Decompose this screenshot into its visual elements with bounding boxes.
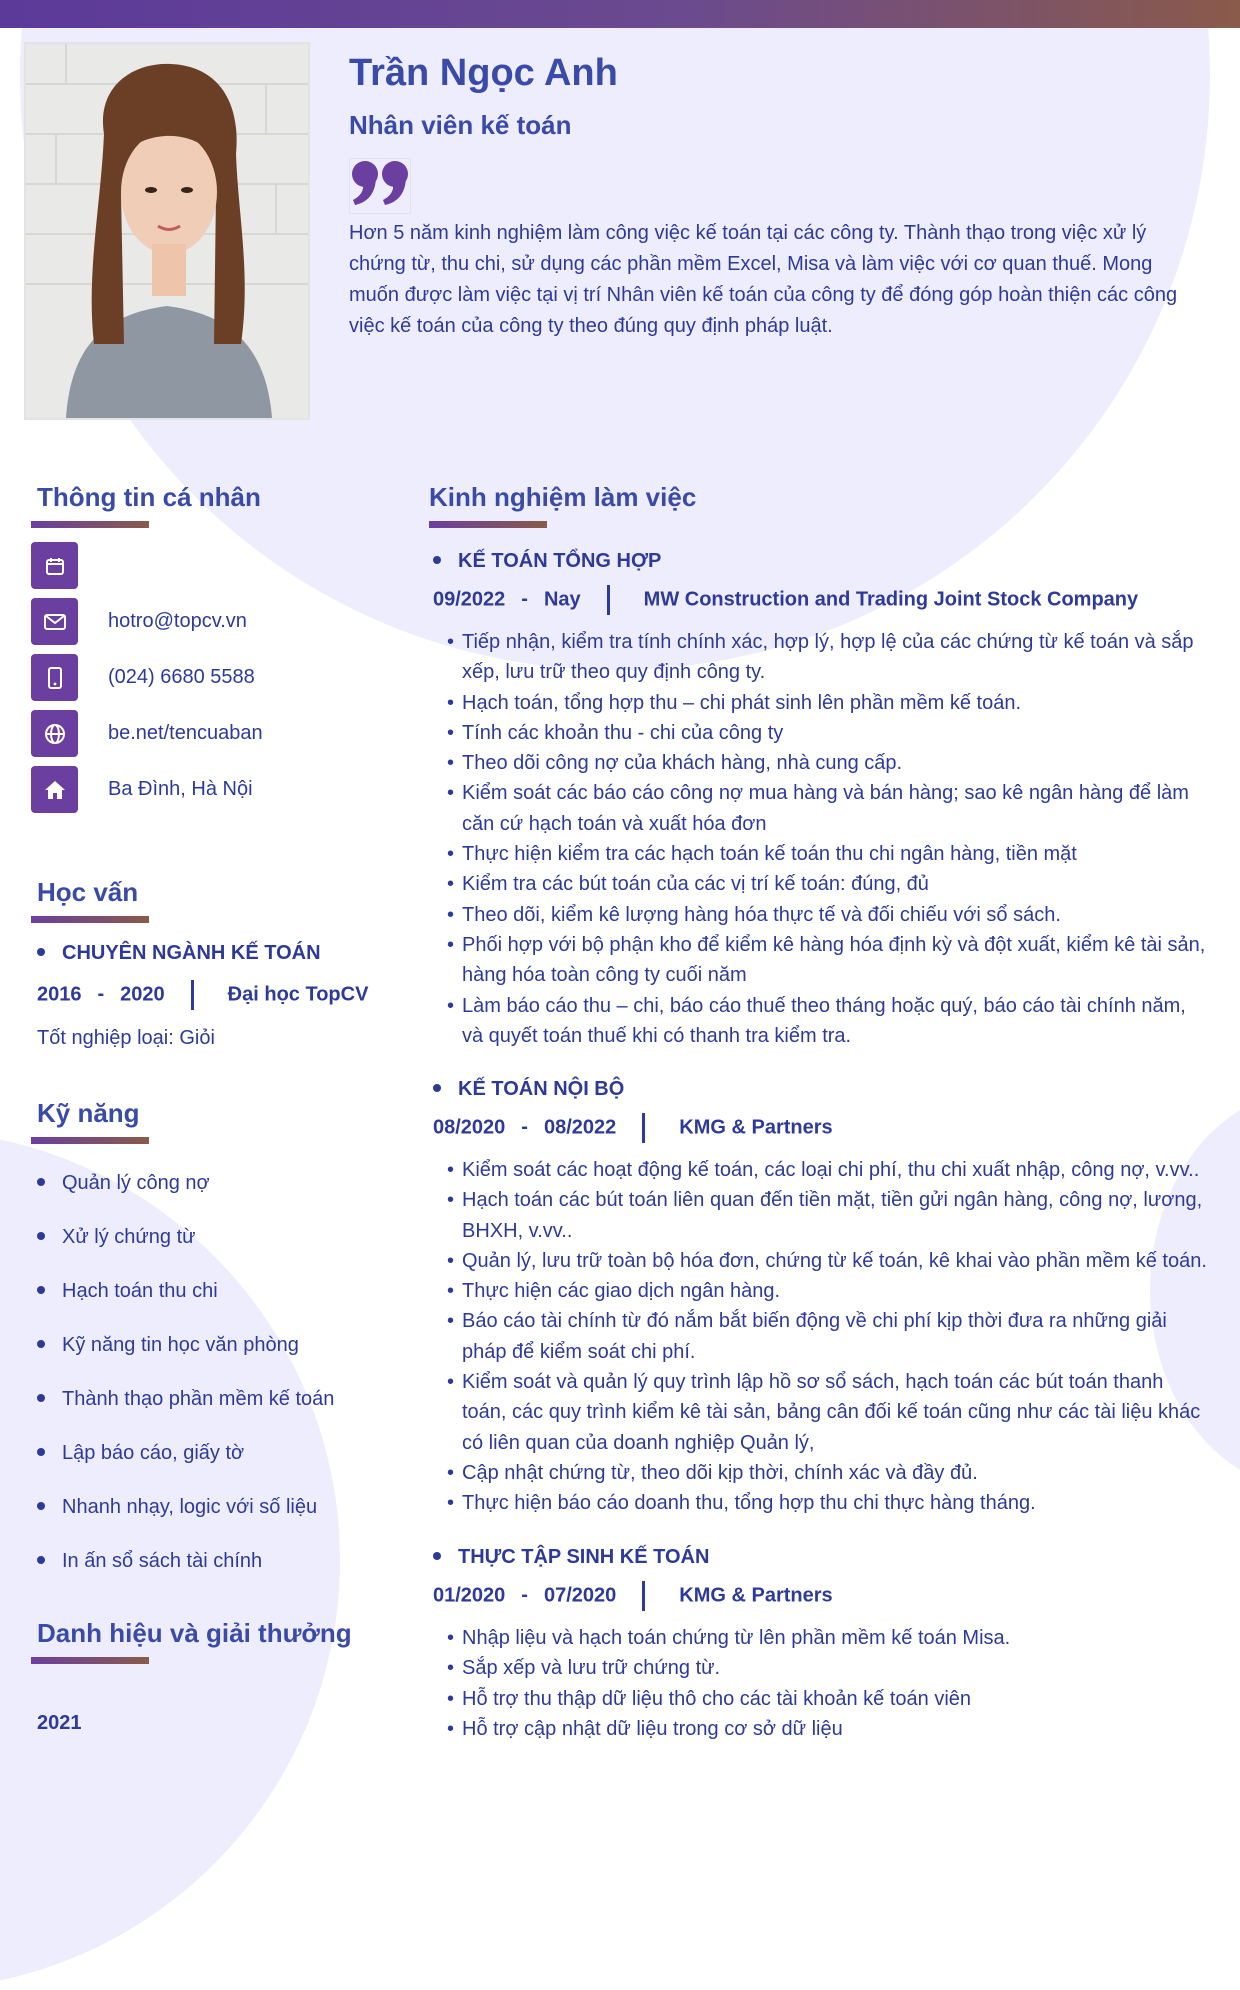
bullet-dot [37,1394,45,1402]
skill-item [37,1496,317,1519]
job-task: • Kiểm soát và quản lý quy trình lập hồ sơ sổ sách, hạch toán các bút toán thanh toán, các quy trình kiểm kê tài sản, bảng cân đối kế toán cũng như các tài liệu khác có liên quan của doanh nghiệp Quản lý, [447,1367,1207,1458]
job-start: 09/2022 [433,588,506,611]
job-task: • Kiểm soát các báo cáo công nợ mua hàng và bán hàng; sao kê ngân hàng để làm căn cứ hạch toán và xuất hóa đơn [447,778,1207,839]
skill-item [37,1442,244,1465]
job-dash: - [521,1116,528,1139]
job-task-list [447,1623,1207,1744]
quote-icon [349,158,411,214]
skill-text: Nhanh nhạy, logic với số liệu [62,1496,318,1518]
job-meta [433,585,1138,615]
experience-underline [429,521,547,528]
job-divider [607,585,610,615]
experience-heading: Kinh nghiệm làm việc [429,482,697,512]
education-underline [31,916,149,923]
job-task: • Nhập liệu và hạch toán chứng từ lên phần mềm kế toán Misa. [447,1623,1207,1653]
job-title-text: KẾ TOÁN TỔNG HỢP [458,550,662,572]
personal-info-heading: Thông tin cá nhân [37,482,261,512]
job-task-list [447,1155,1207,1519]
job-task: • Hạch toán, tổng hợp thu – chi phát sinh lên phần mềm kế toán. [447,688,1207,718]
skill-item [37,1226,196,1249]
job-title [433,550,661,573]
job-task: • Thực hiện báo cáo doanh thu, tổng hợp thu chi thực hàng tháng. [447,1488,1207,1518]
skills-heading: Kỹ năng [37,1098,140,1128]
bullet-dot [37,1178,45,1186]
profile-photo [24,42,310,420]
job-task: • Hỗ trợ cập nhật dữ liệu trong cơ sở dữ liệu [447,1714,1207,1744]
job-task: • Thực hiện các giao dịch ngân hàng. [447,1276,1207,1306]
awards-underline [31,1657,149,1664]
contact-email[interactable] [31,598,371,646]
awards-heading: Danh hiệu và giải thưởng [37,1618,352,1648]
job-task: • Theo dõi, kiểm kê lượng hàng hóa thực tế và đối chiếu với sổ sách. [447,900,1207,930]
education-start: 2016 [37,983,82,1006]
contact-address [31,766,371,814]
top-accent-bar [0,0,1240,28]
bullet-dot [433,556,441,564]
globe-icon [31,710,78,757]
job-title [433,1078,624,1101]
education-heading: Học vấn [37,877,139,907]
bullet-dot [37,1340,45,1348]
education-major [37,942,321,965]
education-end: 2020 [120,983,165,1006]
job-task: • Làm báo cáo thu – chi, báo cáo thuế theo tháng hoặc quý, báo cáo tài chính năm, và quyết toán thuế khi có thanh tra kiểm tra. [447,991,1207,1052]
job-task: • Báo cáo tài chính từ đó nắm bắt biến động về chi phí kịp thời đưa ra những giải pháp để kiểm soát chi phí. [447,1306,1207,1367]
skill-text: Quản lý công nợ [62,1172,210,1194]
job-task: • Thực hiện kiểm tra các hạch toán kế toán thu chi ngân hàng, tiền mặt [447,839,1207,869]
bullet-dot [37,1448,45,1456]
contact-website-text[interactable]: be.net/tencuaban [108,722,263,744]
education-dates [37,980,368,1010]
skill-text: Hạch toán thu chi [62,1280,218,1302]
education-divider [191,980,194,1010]
bullet-dot [37,948,45,956]
mail-icon [31,598,78,645]
contact-phone[interactable] [31,654,371,702]
job-title-text: KẾ TOÁN NỘI BỘ [458,1078,625,1100]
bullet-dot [37,1502,45,1510]
skill-item [37,1550,262,1573]
job-task: • Theo dõi công nợ của khách hàng, nhà cung cấp. [447,748,1207,778]
job-task: • Tính các khoản thu - chi của công ty [447,718,1207,748]
job-dash: - [521,1584,528,1607]
skill-text: Xử lý chứng từ [62,1226,196,1248]
skill-text: In ấn sổ sách tài chính [62,1550,263,1572]
education-grade: Tốt nghiệp loại: Giỏi [37,1027,215,1049]
job-start: 01/2020 [433,1584,506,1607]
job-task: • Hỗ trợ thu thập dữ liệu thô cho các tài khoản kế toán viên [447,1684,1207,1714]
job-title [433,1546,709,1569]
job-task: • Kiểm soát các hoạt động kế toán, các loại chi phí, thu chi xuất nhập, công nợ, v.vv.. [447,1155,1207,1185]
job-task: • Kiểm tra các bút toán của các vị trí kế toán: đúng, đủ [447,869,1207,899]
skills-underline [31,1137,149,1144]
summary-text: Hơn 5 năm kinh nghiệm làm công việc kế toán tại các công ty. Thành thạo trong việc xử lý chứng từ, thu chi, sử dụng các phần mềm Excel, Misa và làm việc với cơ quan thuế. Mong muốn được làm việc tại vị trí Nhân viên kế toán của công ty để đóng góp hoàn thiện các công việc kế toán của công ty theo đúng quy định pháp luật. [349,222,1178,337]
contact-address-text: Ba Đình, Hà Nội [108,778,253,800]
contact-phone-text[interactable]: (024) 6680 5588 [108,666,255,688]
personal-info-underline [31,521,149,528]
skill-item [37,1172,210,1195]
job-divider [642,1581,645,1611]
job-dash: - [521,588,528,611]
education-dash: - [97,983,105,1006]
skill-text: Kỹ năng tin học văn phòng [62,1334,299,1356]
education-school: Đại học TopCV [227,983,369,1006]
job-task: • Phối hợp với bộ phận kho để kiểm kê hàng hóa định kỳ và đột xuất, kiểm kê tài sản, hàng hóa toàn công ty cuối năm [447,930,1207,991]
skill-item [37,1334,299,1357]
bullet-dot [37,1232,45,1240]
award-year: 2021 [37,1712,82,1734]
bullet-dot [37,1286,45,1294]
job-company: KMG & Partners [679,1116,833,1139]
skill-item [37,1280,218,1303]
contact-website[interactable] [31,710,371,758]
job-task: • Cập nhật chứng từ, theo dõi kịp thời, chính xác và đầy đủ. [447,1458,1207,1488]
job-task: • Hạch toán các bút toán liên quan đến tiền mặt, tiền gửi ngân hàng, công nợ, lương, BHXH, v.vv.. [447,1185,1207,1246]
calendar-icon [31,542,78,589]
job-task: • Tiếp nhận, kiểm tra tính chính xác, hợp lý, hợp lệ của các chứng từ kế toán và sắp xếp, lưu trữ theo quy định công ty. [447,627,1207,688]
job-end: 07/2020 [543,1584,617,1607]
contact-birthday [31,542,371,590]
education-major-text: CHUYÊN NGÀNH KẾ TOÁN [62,942,321,964]
job-task: • Sắp xếp và lưu trữ chứng từ. [447,1653,1207,1683]
job-meta [433,1113,833,1143]
job-company: KMG & Partners [679,1584,833,1607]
home-icon [31,766,78,813]
job-meta [433,1581,833,1611]
skill-text: Lập báo cáo, giấy tờ [62,1442,245,1464]
skill-text: Thành thạo phần mềm kế toán [62,1388,335,1410]
skill-item [37,1388,334,1411]
job-divider [642,1113,645,1143]
job-task-list [447,627,1207,1051]
job-title-text: THỰC TẬP SINH KẾ TOÁN [458,1546,710,1568]
phone-icon [31,654,78,701]
bullet-dot [433,1552,441,1560]
contact-email-text[interactable]: hotro@topcv.vn [108,610,247,632]
candidate-role: Nhân viên kế toán [349,110,572,140]
job-end: Nay [543,588,581,611]
bullet-dot [37,1556,45,1564]
job-company: MW Construction and Trading Joint Stock Company [643,588,1139,611]
bullet-dot [433,1084,441,1092]
job-end: 08/2022 [543,1116,617,1139]
job-start: 08/2020 [433,1116,506,1139]
candidate-name: Trần Ngọc Anh [349,52,618,94]
job-task: • Quản lý, lưu trữ toàn bộ hóa đơn, chứng từ kế toán, kê khai vào phần mềm kế toán. [447,1246,1207,1276]
